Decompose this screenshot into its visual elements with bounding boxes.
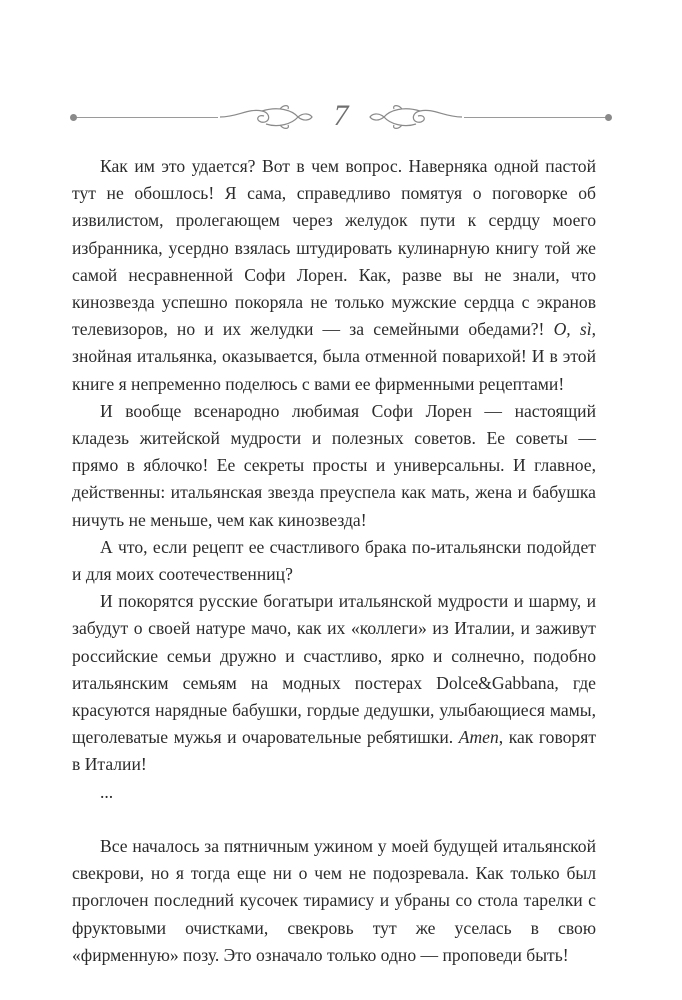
paragraph: А что, если рецепт ее счастливого брака по-итальянски подойдет и для моих соотечественниц?	[72, 536, 596, 585]
italic-phrase: Amen	[458, 727, 499, 748]
header-dot-right	[605, 114, 612, 121]
text-run: И покорятся русские богатыри итальянской мудрости и шарму, и забудут о своей натуре мачо, как их «коллеги» из Италии, и заживут российские семьи дружно и счастливо, ярко и солнечно, подобно итальянским семьям на модных постерах Dolce&Gabbana, где красуются нарядные бабушки, гордые дедушки, улыбающиеся мамы, щеголеватые мужья и очаровательные ребятишки.	[72, 591, 596, 748]
flourish-right-icon	[368, 102, 464, 132]
header-rule-right	[464, 117, 610, 118]
text-run: Как им это удается? Вот в чем вопрос. Наверняка одной пастой тут не обошлось! Я сама, справедливо помятуя о поговорке об извилистом, пролегающем через желудок пути к сердцу моего избранника, усердно взялась штудировать кулинарную книгу той же самой несравненной Софи Лорен. Как, разве вы не знали, что кинозвезда успешно покоряла не только мужские сердца с экранов телевизоров, но и их желудки — за семейными обедами?!	[72, 156, 596, 340]
ellipsis-separator: ...	[100, 781, 114, 802]
text-run: , знойная итальянка, оказывается, была отменной поварихой! И в этой книге я непременно поделюсь с вами ее фирменными рецептами!	[72, 319, 596, 394]
paragraph	[72, 153, 596, 398]
paragraph: Все началось за пятничным ужином у моей будущей итальянской свекрови, но я тогда еще ни о чем не подозревала. Как только был проглочен последний кусочек тирамису и убраны со стола тарелки с фруктовыми очистками, свекровь тут же уселась в свою «фирменную» позу. Это означало только одно — проповеди быть!	[72, 836, 596, 965]
paragraph	[72, 588, 596, 778]
text-run: , как говорят в Италии!	[72, 727, 597, 775]
italic-phrase: O, sì	[553, 319, 592, 340]
header-dot-left	[70, 114, 77, 121]
paragraph: И вообще всенародно любимая Софи Лорен — настоящий кладезь житейской мудрости и полезных советов. Ее советы — прямо в яблочко! Ее секреты просты и универсальны. И главное, действенны: итальянская звезда преуспела как мать, жена и бабушка ничуть не меньше, чем как кинозвезда!	[72, 400, 596, 530]
header-rule-left	[72, 117, 218, 118]
page-body	[72, 153, 596, 969]
page-number: 7	[333, 99, 349, 132]
page-header	[72, 96, 610, 136]
flourish-left-icon	[218, 102, 314, 132]
